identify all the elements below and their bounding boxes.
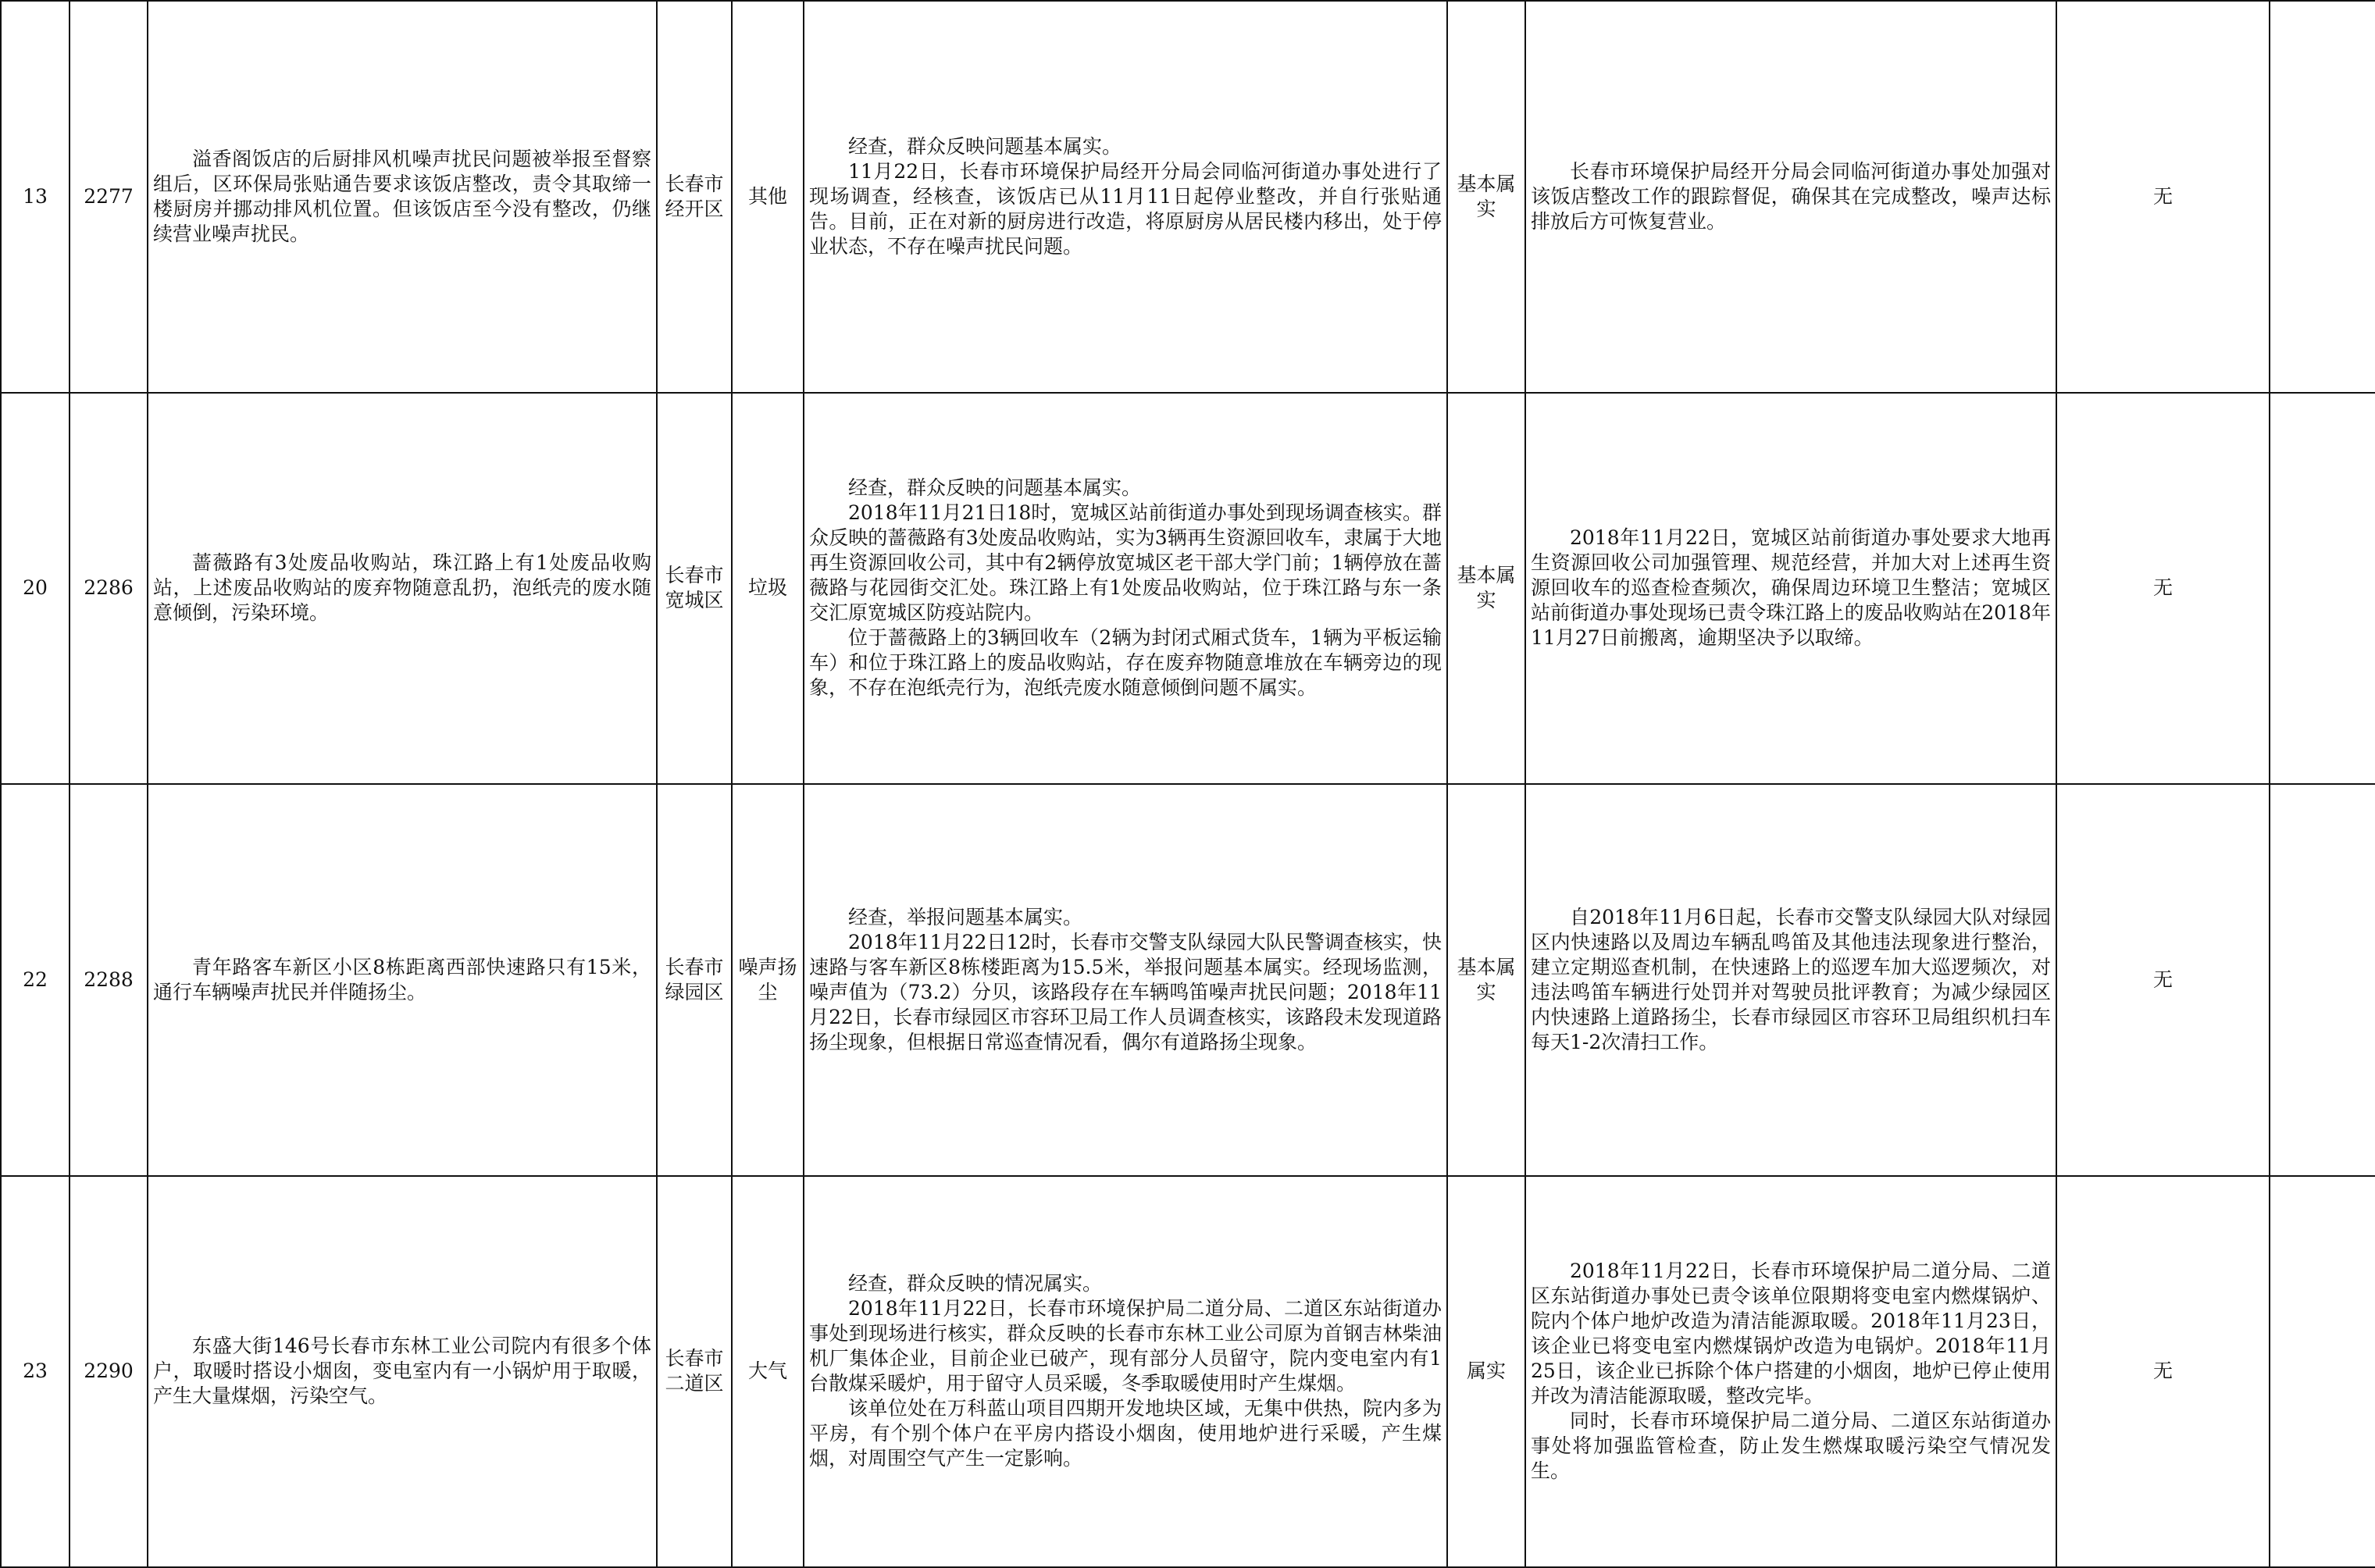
- complaint-content: 青年路客车新区小区8栋距离西部快速路只有15米，通行车辆噪声扰民并伴随扬尘。: [148, 784, 657, 1176]
- investigation-findings: [804, 784, 1447, 1176]
- row-code: 2277: [70, 1, 148, 393]
- verdict: 属实: [1447, 1176, 1525, 1568]
- complaint-content: 溢香阁饭店的后厨排风机噪声扰民问题被举报至督察组后，区环保局张贴通告要求该饭店整改，责令其取缔一楼厨房并挪动排风机位置。但该饭店至今没有整改，仍继续营业噪声扰民。: [148, 1, 657, 393]
- row-number: 22: [1, 784, 70, 1176]
- investigation-paragraph: 经查，群众反映问题基本属实。: [848, 134, 1122, 158]
- district: 长春市宽城区: [657, 393, 732, 785]
- district: 长春市经开区: [657, 1, 732, 393]
- handling-paragraph: 长春市环境保护局经开分局会同临河街道办事处加强对该饭店整改工作的跟踪督促，确保其在完成整改，噪声达标排放后方可恢复营业。: [1531, 159, 2051, 233]
- handling-measures: [1525, 1176, 2056, 1568]
- remark: [2270, 784, 2375, 1176]
- table-row: [1, 784, 2375, 1176]
- investigation-paragraph: 2018年11月22日，长春市环境保护局二道分局、二道区东站街道办事处到现场进行核实，群众反映的长春市东林工业公司原为首钢吉林柴油机厂集体企业，目前企业已破产，现有部分人员留守，院内变电室内有1台散煤采暖炉，用于留守人员采暖，冬季取暖使用时产生煤烟。: [809, 1297, 1442, 1395]
- accountability: 无: [2056, 784, 2270, 1176]
- investigation-paragraph: 经查，群众反映的问题基本属实。: [848, 476, 1142, 500]
- category: 大气: [732, 1176, 804, 1568]
- row-number: 13: [1, 1, 70, 393]
- investigation-findings: [804, 393, 1447, 785]
- handling-paragraph: 同时，长春市环境保护局二道分局、二道区东站街道办事处将加强监管检查，防止发生燃煤取暖污染空气情况发生。: [1531, 1409, 2051, 1483]
- remark: [2270, 1, 2375, 393]
- category: 垃圾: [732, 393, 804, 785]
- category: 噪声扬尘: [732, 784, 804, 1176]
- handling-paragraph: 自2018年11月6日起，长春市交警支队绿园大队对绿园区内快速路以及周边车辆乱鸣笛及其他违法现象进行整治，建立定期巡查机制，在快速路上的巡逻车加大巡逻频次，对违法鸣笛车辆进行处罚并对驾驶员批评教育；为减少绿园区内快速路上道路扬尘，长春市绿园区市容环卫局组织机扫车每天1-2次清扫工作。: [1531, 905, 2051, 1053]
- handling-paragraph: 2018年11月22日，宽城区站前街道办事处要求大地再生资源回收公司加强管理、规范经营，并加大对上述再生资源回收车的巡查检查频次，确保周边环境卫生整洁；宽城区站前街道办事处现场已责令珠江路上的废品收购站在2018年11月27日前搬离，逾期坚决予以取缔。: [1531, 526, 2051, 650]
- row-code: 2288: [70, 784, 148, 1176]
- investigation-paragraph: 11月22日，长春市环境保护局经开分局会同临河街道办事处进行了现场调查，经核查，该饭店已从11月11日起停业整改，并自行张贴通告。目前，正在对新的厨房进行改造，将原厨房从居民楼内移出，处于停业状态，不存在噪声扰民问题。: [809, 159, 1442, 258]
- verdict: 基本属实: [1447, 1, 1525, 393]
- table-row: [1, 1176, 2375, 1568]
- investigation-paragraph: 该单位处在万科蓝山项目四期开发地块区域，无集中供热，院内多为平房，有个别个体户在平房内搭设小烟囱，使用地炉进行采暖，产生煤烟，对周围空气产生一定影响。: [809, 1397, 1442, 1470]
- investigation-paragraph: 经查，举报问题基本属实。: [848, 905, 1083, 928]
- district: 长春市绿园区: [657, 784, 732, 1176]
- verdict: 基本属实: [1447, 784, 1525, 1176]
- handling-measures: [1525, 784, 2056, 1176]
- complaint-content: 蔷薇路有3处废品收购站，珠江路上有1处废品收购站，上述废品收购站的废弃物随意乱扔，泡纸壳的废水随意倾倒，污染环境。: [148, 393, 657, 785]
- table-row: [1, 1, 2375, 393]
- row-code: 2290: [70, 1176, 148, 1568]
- verdict: 基本属实: [1447, 393, 1525, 785]
- row-number: 20: [1, 393, 70, 785]
- handling-measures: [1525, 393, 2056, 785]
- accountability: 无: [2056, 393, 2270, 785]
- investigation-findings: [804, 1, 1447, 393]
- remark: [2270, 1176, 2375, 1568]
- investigation-findings: [804, 1176, 1447, 1568]
- handling-measures: [1525, 1, 2056, 393]
- row-number: 23: [1, 1176, 70, 1568]
- investigation-paragraph: 位于蔷薇路上的3辆回收车（2辆为封闭式厢式货车，1辆为平板运输车）和位于珠江路上的废品收购站，存在废弃物随意堆放在车辆旁边的现象，不存在泡纸壳行为，泡纸壳废水随意倾倒问题不属实。: [809, 626, 1442, 700]
- table-row: [1, 393, 2375, 785]
- accountability: 无: [2056, 1176, 2270, 1568]
- complaint-content: 东盛大街146号长春市东林工业公司院内有很多个体户，取暖时搭设小烟囱，变电室内有一小锅炉用于取暖，产生大量煤烟，污染空气。: [148, 1176, 657, 1568]
- category: 其他: [732, 1, 804, 393]
- investigation-paragraph: 2018年11月22日12时，长春市交警支队绿园大队民警调查核实，快速路与客车新区8栋楼距离为15.5米，举报问题基本属实。经现场监测，噪声值为（73.2）分贝，该路段存在车辆鸣笛噪声扰民问题；2018年11月22日，长春市绿园区市容环卫局工作人员调查核实，该路段未发现道路扬尘现象，但根据日常巡查情况看，偶尔有道路扬尘现象。: [809, 930, 1442, 1053]
- handling-paragraph: 2018年11月22日，长春市环境保护局二道分局、二道区东站街道办事处已责令该单位限期将变电室内燃煤锅炉、院内个体户地炉改造为清洁能源取暖。2018年11月23日，该企业已将变电室内燃煤锅炉改造为电锅炉。2018年11月25日，该企业已拆除个体户搭建的小烟囱，地炉已停止使用并改为清洁能源取暖，整改完毕。: [1531, 1260, 2051, 1408]
- district: 长春市二道区: [657, 1176, 732, 1568]
- accountability: 无: [2056, 1, 2270, 393]
- row-code: 2286: [70, 393, 148, 785]
- remark: [2270, 393, 2375, 785]
- investigation-paragraph: 2018年11月21日18时，宽城区站前街道办事处到现场调查核实。群众反映的蔷薇路有3处废品收购站，实为3辆再生资源回收车，隶属于大地再生资源回收公司，其中有2辆停放宽城区老干部大学门前；1辆停放在蔷薇路与花园街交汇处。珠江路上有1处废品收购站，位于珠江路与东一条交汇原宽城区防疫站院内。: [809, 501, 1442, 625]
- investigation-paragraph: 经查，群众反映的情况属实。: [848, 1272, 1103, 1295]
